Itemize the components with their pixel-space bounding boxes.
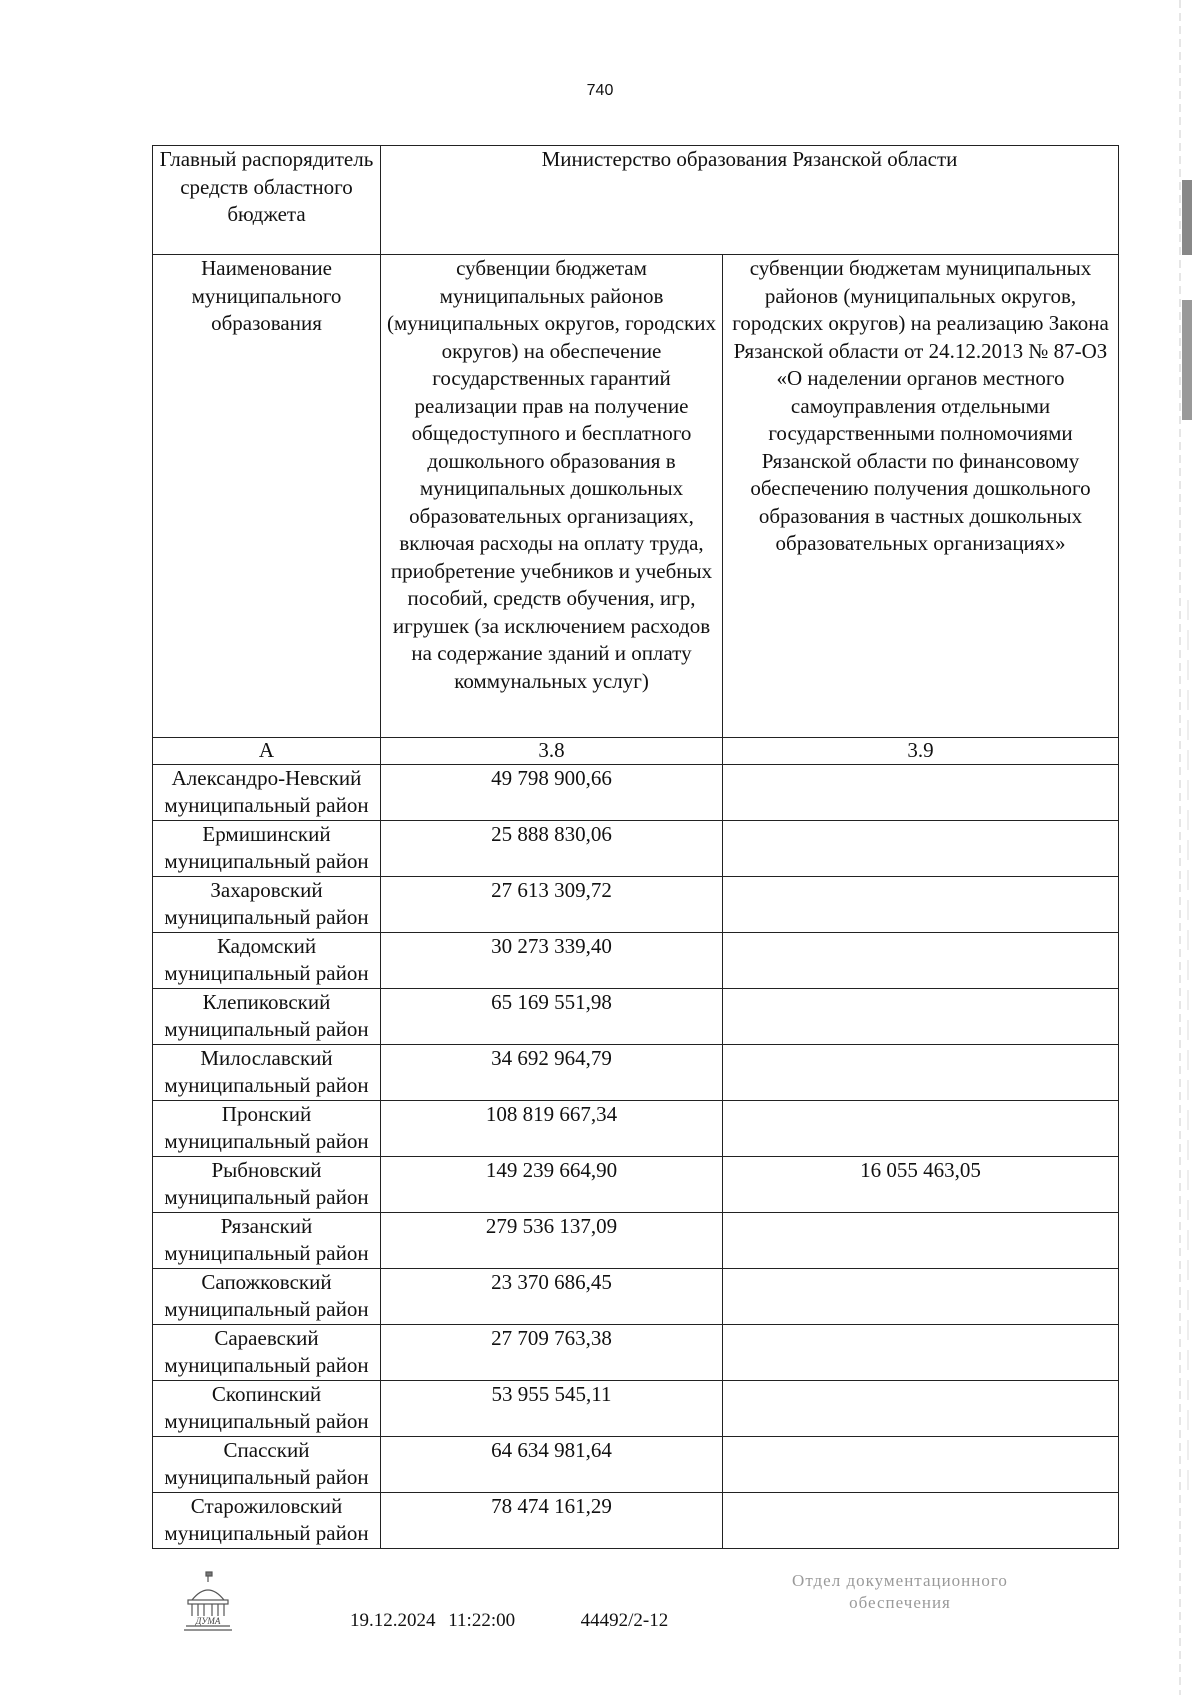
district-name: Скопинский муниципальный район (153, 1381, 381, 1437)
col1-description: субвенции бюджетам муниципальных районов (муниципальных округов, городских округов) на обеспечение государственных гарантий реализации прав на получение общедоступного и бесплатного дошкольного образования в муниципальных дошкольных образовательных организациях, включая расходы на оплату труда, приобретение учебников и учебных пособий, средств обучения, игр, игрушек (за исключением расходов на содержание зданий и оплату коммунальных услуг) (381, 255, 723, 738)
amount-col2 (723, 821, 1119, 877)
table-row (153, 1493, 1119, 1549)
header-row-distributor (153, 146, 1119, 255)
amount-col1: 27 613 309,72 (381, 877, 723, 933)
scan-edge-marks (1178, 0, 1200, 1695)
amount-col2 (723, 1101, 1119, 1157)
amount-col2 (723, 1269, 1119, 1325)
stamp-line2: обеспечения (849, 1593, 951, 1612)
district-name: Спасский муниципальный район (153, 1437, 381, 1493)
municipality-name-label: Наименование муниципального образования (153, 255, 381, 738)
district-name: Рыбновский муниципальный район (153, 1157, 381, 1213)
amount-col2 (723, 1437, 1119, 1493)
duma-logo-icon (180, 1570, 236, 1632)
district-name: Захаровский муниципальный район (153, 877, 381, 933)
page-number: 740 (586, 82, 614, 99)
district-name: Кадомский муниципальный район (153, 933, 381, 989)
table-row (153, 1157, 1119, 1213)
amount-col2 (723, 765, 1119, 821)
amount-col1: 23 370 686,45 (381, 1269, 723, 1325)
table-row (153, 1101, 1119, 1157)
ministry-name: Министерство образования Рязанской области (381, 146, 1119, 255)
district-name: Ермишинский муниципальный район (153, 821, 381, 877)
svg-text:ДУМА: ДУМА (195, 1616, 221, 1626)
amount-col2: 16 055 463,05 (723, 1157, 1119, 1213)
amount-col2 (723, 989, 1119, 1045)
district-name: Милославский муниципальный район (153, 1045, 381, 1101)
amount-col2 (723, 1213, 1119, 1269)
amount-col1: 25 888 830,06 (381, 821, 723, 877)
district-name: Сараевский муниципальный район (153, 1325, 381, 1381)
amount-col2 (723, 1045, 1119, 1101)
table-row (153, 765, 1119, 821)
distributor-label: Главный распорядитель средств областного бюджета (153, 146, 381, 255)
district-name: Старожиловский муниципальный район (153, 1493, 381, 1549)
amount-col1: 108 819 667,34 (381, 1101, 723, 1157)
table-row (153, 1213, 1119, 1269)
table-row (153, 933, 1119, 989)
amount-col1: 65 169 551,98 (381, 989, 723, 1045)
amount-col2 (723, 1381, 1119, 1437)
column-index-row (153, 738, 1119, 765)
amount-col1: 49 798 900,66 (381, 765, 723, 821)
col2-description: субвенции бюджетам муниципальных районов (муниципальных округов, городских округов) на реализацию Закона Рязанской области от 24.12.2013 № 87-ОЗ «О наделении органов местного самоуправления отдельными государственными полномочиями Рязанской области по финансовому обеспечению получения дошкольного образования в частных дошкольных образовательных организациях» (723, 255, 1119, 738)
table-row (153, 989, 1119, 1045)
stamp-line1: Отдел документационного (792, 1571, 1008, 1590)
amount-col1: 34 692 964,79 (381, 1045, 723, 1101)
table-row (153, 1381, 1119, 1437)
table-row (153, 1045, 1119, 1101)
district-name: Пронский муниципальный район (153, 1101, 381, 1157)
amount-col1: 64 634 981,64 (381, 1437, 723, 1493)
district-name: Александро-Невский муниципальный район (153, 765, 381, 821)
amount-col1: 30 273 339,40 (381, 933, 723, 989)
index-col1: 3.8 (381, 738, 723, 765)
index-a: А (153, 738, 381, 765)
district-name: Сапожковский муниципальный район (153, 1269, 381, 1325)
amount-col2 (723, 1493, 1119, 1549)
table-row (153, 821, 1119, 877)
amount-col1: 53 955 545,11 (381, 1381, 723, 1437)
data-body (153, 765, 1119, 1549)
budget-table (152, 145, 1119, 1549)
table-row (153, 1269, 1119, 1325)
footer-doc-number: 44492/2-12 (580, 1610, 669, 1631)
amount-col1: 78 474 161,29 (381, 1493, 723, 1549)
district-name: Рязанский муниципальный район (153, 1213, 381, 1269)
table-row (153, 1325, 1119, 1381)
table-row (153, 1437, 1119, 1493)
header-row-columns (153, 255, 1119, 738)
index-col2: 3.9 (723, 738, 1119, 765)
footer-datetime: 19.12.2024 11:22:00 (350, 1610, 516, 1631)
table-row (153, 877, 1119, 933)
amount-col2 (723, 933, 1119, 989)
department-stamp (750, 1570, 1050, 1614)
district-name: Клепиковский муниципальный район (153, 989, 381, 1045)
amount-col1: 149 239 664,90 (381, 1157, 723, 1213)
amount-col1: 279 536 137,09 (381, 1213, 723, 1269)
amount-col1: 27 709 763,38 (381, 1325, 723, 1381)
footer-info (350, 1610, 668, 1632)
amount-col2 (723, 877, 1119, 933)
amount-col2 (723, 1325, 1119, 1381)
